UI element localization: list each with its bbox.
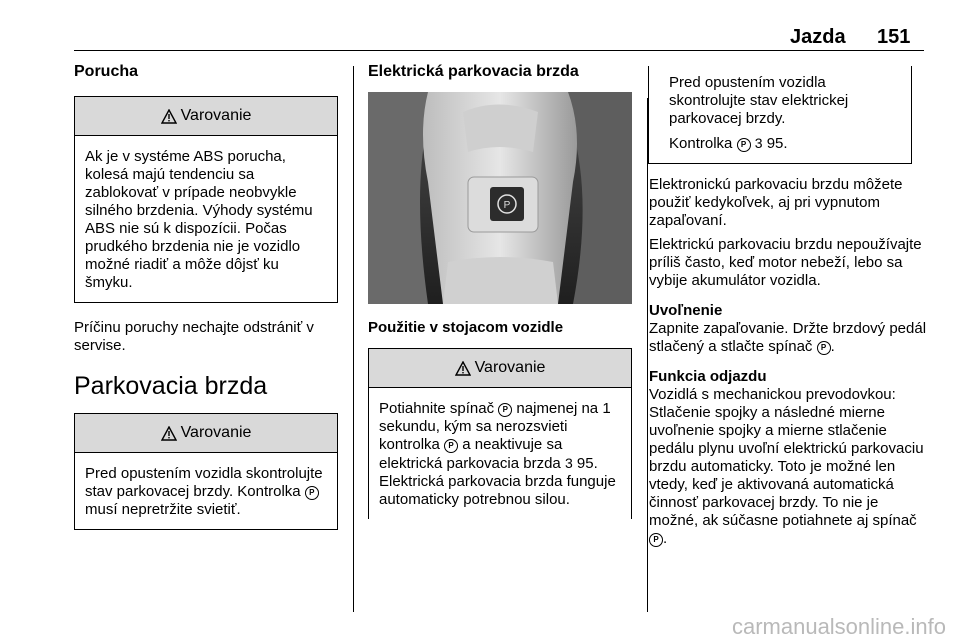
- parking-brake-icon: P: [649, 533, 663, 547]
- warning-label: Varovanie: [474, 359, 546, 376]
- subheading-stationary: Použitie v stojacom vozidle: [368, 319, 564, 336]
- warning-text-part: Pred opustením vozidla skontrolujte stav parkovacej brzdy. Kontrolka: [85, 465, 323, 500]
- warning-text-part: Elektrická parkovacia brzda funguje automaticky potrebnou silou.: [379, 473, 616, 508]
- warning-triangle-icon: [455, 361, 471, 376]
- subheading-release-text: Uvoľnenie: [649, 302, 723, 319]
- page-reference[interactable]: 95.: [576, 455, 598, 472]
- subheading-drive-away-text: Funkcia odjazdu: [649, 368, 767, 385]
- subheading-release: [649, 302, 927, 320]
- warning-text: [669, 134, 901, 153]
- paragraph-anytime: Elektronickú parkovaciu brzdu môžete použiť kedykoľvek, aj pri vypnutom zapaľovaní.: [649, 176, 903, 229]
- subheading-drive-away: [649, 368, 927, 386]
- warning-triangle-icon: [161, 426, 177, 441]
- column-divider-2: [647, 98, 648, 612]
- parking-brake-icon: P: [498, 403, 512, 417]
- column-3: [649, 66, 927, 548]
- warning-box-abs: [74, 96, 338, 303]
- warning-text-part: a neaktivuje sa elektrická parkovacia brzda: [379, 436, 563, 472]
- parking-brake-icon: P: [737, 138, 751, 152]
- section-title-parkovacia-brzda: Parkovacia brzda: [74, 372, 268, 400]
- page-ref-arrow-icon: 3: [754, 135, 763, 151]
- watermark: carmanualsonline.info: [731, 614, 946, 639]
- warning-label: Varovanie: [180, 107, 252, 124]
- paragraph-text: Vozidlá s mechanickou prevodovkou: Stlačenie spojky a následné mierne uvoľnenie spojky a mierne stlačenie pedálu plynu uvoľní elektrickú parkovaciu brzdu automaticky. Toto je možné len vtedy, keď je aktivovaná automatická činnosť parkovacej brzdy. To nie je možné, ak súčasne potiahnete aj spínač: [649, 386, 924, 529]
- warning-text-part: Potiahnite spínač: [379, 400, 495, 417]
- column-2: [368, 62, 632, 519]
- warning-box-parking: [74, 413, 338, 530]
- parking-brake-icon: P: [817, 341, 831, 355]
- paragraph-service: Príčinu poruchy nechajte odstrániť v servise.: [74, 319, 314, 354]
- warning-text: Ak je v systéme ABS porucha, kolesá majú tendenciu sa zablokovať v prípade neobvykle silného brzdenia. Výhody systému ABS nie sú k dispozícii. Počas prudkého brzdenia nie je vozidlo možné riadiť a môže dôjsť ku šmyku.: [85, 148, 313, 291]
- header-rule: [74, 50, 924, 51]
- page-ref-arrow-icon: 3: [564, 455, 573, 471]
- section-heading-porucha: Porucha: [74, 63, 139, 80]
- parking-brake-icon: P: [444, 439, 458, 453]
- warning-box-epb: [368, 348, 632, 519]
- parking-brake-switch-photo: [368, 92, 632, 304]
- parking-brake-icon: P: [305, 486, 319, 500]
- warning-text-part: musí nepretržite svietiť.: [85, 501, 241, 518]
- column-1: [74, 62, 338, 530]
- warning-header: [75, 97, 337, 136]
- paragraph-battery: Elektrickú parkovaciu brzdu nepoužívajte príliš často, keď motor nebeží, lebo sa vybije akumulátor vozidla.: [649, 236, 922, 289]
- warning-text: [75, 453, 337, 529]
- warning-label: Varovanie: [180, 424, 252, 441]
- warning-header: [75, 414, 337, 453]
- warning-header: [369, 349, 631, 388]
- page-reference[interactable]: 95.: [766, 135, 788, 152]
- section-heading-epb: Elektrická parkovacia brzda: [368, 63, 579, 80]
- warning-text-part: najmenej na 1 sekundu, kým sa nerozsvieti kontrolka: [379, 400, 611, 453]
- warning-text-part: Kontrolka: [669, 135, 733, 152]
- warning-text: Pred opustením vozidla skontrolujte stav elektrickej parkovacej brzdy.: [669, 74, 849, 127]
- svg-text:P: P: [503, 200, 511, 211]
- paragraph-text: Zapnite zapaľovanie. Držte brzdový pedál stlačený a stlačte spínač: [649, 320, 927, 355]
- paragraph-release: Zapnite zapaľovanie. Držte brzdový pedál stlačený a stlačte spínač P .: [649, 320, 927, 355]
- column-divider-1: [353, 66, 354, 612]
- warning-triangle-icon: [161, 109, 177, 124]
- page-number: 151: [877, 26, 911, 48]
- warning-text: [369, 388, 631, 519]
- paragraph-drive-away: Vozidlá s mechanickou prevodovkou: Stlačenie spojky a následné mierne uvoľnenie spojky a mierne stlačenie pedálu plynu uvoľní elektrickú parkovaciu brzdu automaticky. Toto je možné len vtedy, keď je aktivovaná automatická činnosť parkovacej brzdy. To nie je možné, ak súčasne potiahnete aj spínač P .: [649, 386, 924, 547]
- header-title: Jazda: [790, 26, 846, 48]
- warning-box-continued: [648, 66, 912, 164]
